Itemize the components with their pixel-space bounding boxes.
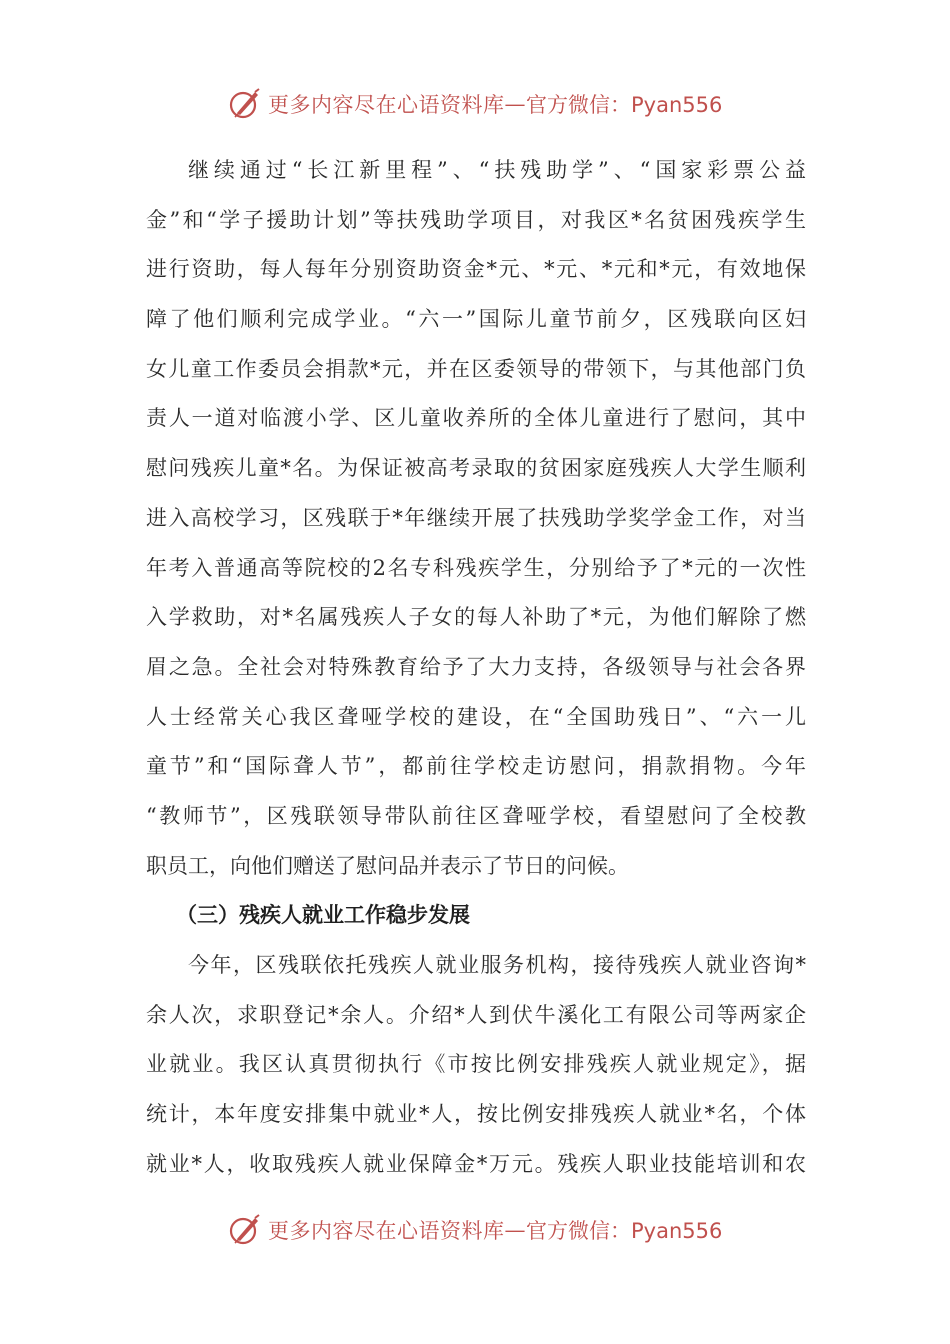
text-line: 进入高校学习，区残联于*年继续开展了扶残助学奖学金工作，对当 (146, 505, 806, 530)
text-line: 业就业。我区认真贯彻执行《市按比例安排残疾人就业规定》，据 (146, 1052, 806, 1077)
watermark-banner-bottom (228, 1212, 788, 1248)
text-line: 金”和“学子援助计划”等扶残助学项目，对我区*名贫困残疾学生 (146, 207, 806, 232)
text-line: 统计，本年度安排集中就业*人，按比例安排残疾人就业*名，个体 (146, 1102, 806, 1127)
watermark-contact-text: 官方微信：Pyan556 (526, 1219, 723, 1243)
text-line: 障了他们顺利完成学业。“六一”国际儿童节前夕，区残联向区妇 (146, 307, 806, 332)
text-line: 余人次，求职登记*余人。介绍*人到伏牛溪化工有限公司等两家企 (146, 1002, 806, 1027)
quill-pen-logo-icon (228, 87, 262, 121)
text-line: 责人一道对临渡小学、区儿童收养所的全体儿童进行了慰问，其中 (146, 406, 806, 431)
text-line: 眉之急。全社会对特殊教育给予了大力支持，各级领导与社会各界 (146, 654, 806, 679)
watermark-dash: — (504, 92, 526, 116)
text-line: 今年，区残联依托残疾人就业服务机构，接待残疾人就业咨询* (188, 953, 806, 977)
text-line: 人士经常关心我区聋哑学校的建设，在“全国助残日”、“六一儿 (146, 704, 806, 729)
text-line: 慰问残疾儿童*名。为保证被高考录取的贫困家庭残疾人大学生顺利 (146, 456, 806, 481)
watermark-brand-text: 更多内容尽在心语资料库 (268, 1219, 505, 1243)
text-line: 年考入普通高等院校的2名专科残疾学生，分别给予了*元的一次性 (146, 555, 806, 580)
text-line: 入学救助，对*名属残疾人子女的每人补助了*元，为他们解除了燃 (146, 605, 806, 630)
text-line: “教师节”，区残联领导带队前往区聋哑学校，看望慰问了全校教 (146, 803, 806, 828)
text-line: 童节”和“国际聋人节”，都前往学校走访慰问，捐款捐物。今年 (146, 754, 806, 779)
text-line: 职员工，向他们赠送了慰问品并表示了节日的问候。 (146, 853, 629, 878)
quill-pen-logo-icon (228, 1213, 262, 1247)
section-heading-employment: （三）残疾人就业工作稳步发展 (176, 903, 470, 928)
watermark-contact-text: 官方微信：Pyan556 (526, 93, 723, 117)
watermark-banner-top (228, 86, 788, 122)
watermark-dash: — (504, 1218, 526, 1242)
text-line: 进行资助，每人每年分别资助资金*元、*元、*元和*元，有效地保 (146, 257, 806, 282)
paragraph-aid-for-students (146, 146, 806, 891)
document-body (146, 146, 806, 1189)
text-line: 就业*人，收取残疾人就业保障金*万元。残疾人职业技能培训和农 (146, 1151, 806, 1176)
paragraph-employment (146, 941, 806, 1189)
text-line: 继续通过“长江新里程”、“扶残助学”、“国家彩票公益 (188, 158, 806, 182)
text-line: 女儿童工作委员会捐款*元，并在区委领导的带领下，与其他部门负 (146, 356, 806, 381)
watermark-brand-text: 更多内容尽在心语资料库 (268, 93, 505, 117)
